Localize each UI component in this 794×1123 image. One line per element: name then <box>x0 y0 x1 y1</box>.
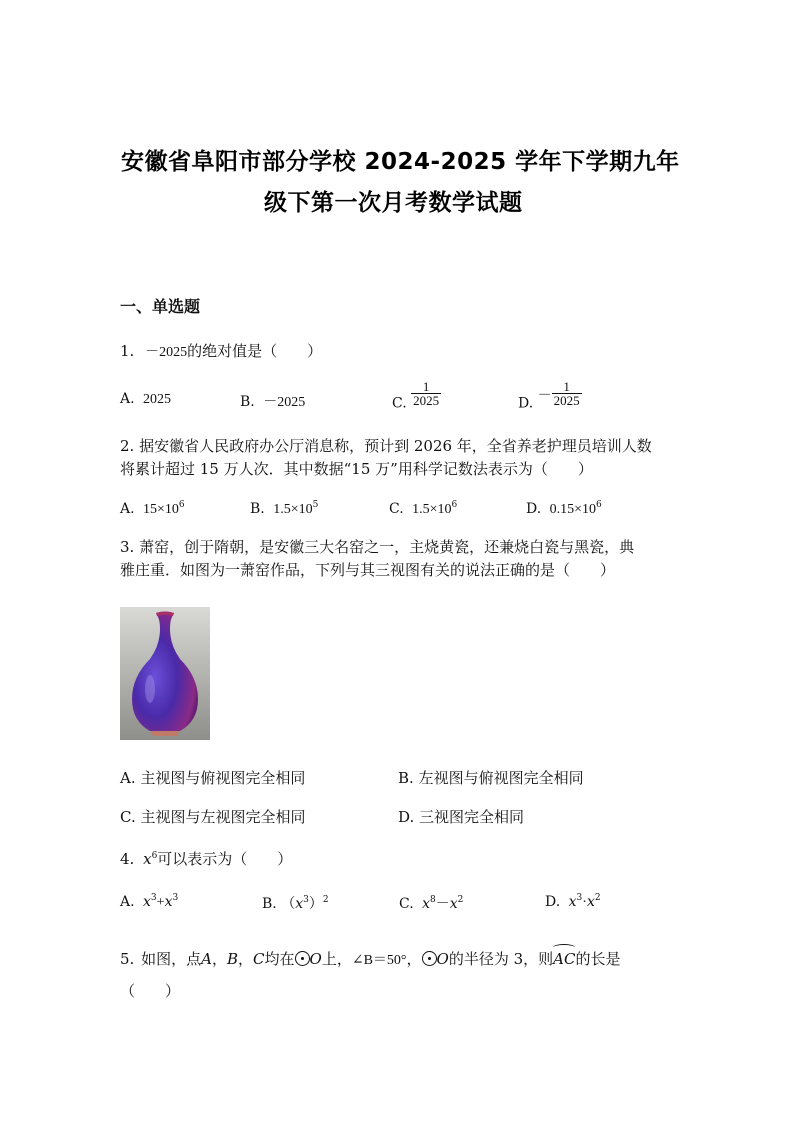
operator: － <box>435 897 450 912</box>
circle-symbol-icon <box>422 951 437 966</box>
operator: · <box>582 895 587 910</box>
option-label: B. <box>240 394 255 410</box>
option-label: D. <box>398 808 415 826</box>
option-a[interactable] <box>120 893 178 911</box>
fraction <box>552 380 582 407</box>
term-base: x <box>568 894 577 910</box>
option-label: D. <box>526 501 542 517</box>
option-a[interactable] <box>120 500 185 518</box>
circle-symbol-icon <box>295 951 310 966</box>
option-b[interactable] <box>250 500 318 518</box>
option-label: A. <box>120 769 136 787</box>
term-exponent: 3 <box>576 893 583 903</box>
option-base: 15×10 <box>143 502 179 517</box>
fraction-numerator: 1 <box>422 379 430 394</box>
option-label: C. <box>392 395 407 412</box>
fraction-denominator: 2025 <box>553 393 580 408</box>
term-exponent: 3 <box>150 893 157 903</box>
question-number: 4. <box>120 850 135 868</box>
circle-o: O <box>436 950 449 968</box>
question-text-line2: 将累计超过 15 万人次．其中数据“15 万”用科学记数法表示为（ ） <box>120 460 593 478</box>
option-value: －2025 <box>263 395 306 410</box>
section-heading: 一、单选题 <box>120 297 201 316</box>
question-text: 均在 <box>264 950 295 968</box>
question-text: 可以表示为（ ） <box>157 850 293 868</box>
term-exponent: 2 <box>594 893 601 903</box>
separator: ， <box>406 950 422 968</box>
option-label: C. <box>389 501 404 517</box>
option-base: 1.5×10 <box>273 502 313 517</box>
option-d[interactable] <box>526 500 602 518</box>
option-text: 主视图与左视图完全相同 <box>140 808 306 826</box>
question-4 <box>120 845 292 870</box>
paren-close: ） <box>308 897 323 912</box>
question-5 <box>120 948 620 1002</box>
question-number: 1. <box>120 342 135 360</box>
option-label: D. <box>518 395 534 412</box>
question-text-line2: 雅庄重．如图为一萧窑作品，下列与其三视图有关的说法正确的是（ ） <box>120 561 616 579</box>
angle-expression: ∠B＝50° <box>351 953 407 968</box>
option-d[interactable] <box>518 380 582 412</box>
point-b: B <box>226 950 238 968</box>
question-variable: x <box>143 850 152 868</box>
option-a[interactable] <box>120 767 305 789</box>
option-exponent: 6 <box>451 500 458 510</box>
option-exponent: 6 <box>596 500 602 510</box>
vase-image <box>120 607 210 740</box>
fraction-sign: － <box>537 388 552 404</box>
term-base: x <box>586 894 595 910</box>
option-label: B. <box>250 501 265 517</box>
option-c[interactable] <box>389 500 457 518</box>
option-b[interactable] <box>398 767 584 789</box>
question-number: 5. <box>120 950 135 968</box>
option-base: 0.15×10 <box>549 502 597 517</box>
option-b[interactable] <box>262 893 329 913</box>
question-text: 的半径为 3，则 <box>448 950 554 968</box>
option-text: 三视图完全相同 <box>419 808 525 826</box>
option-base: 1.5×10 <box>412 502 452 517</box>
question-expression: －2025 <box>145 345 188 360</box>
question-text: 的绝对值是（ ） <box>187 342 323 360</box>
option-exponent: 5 <box>312 500 319 510</box>
paren-open: （ <box>281 897 296 912</box>
option-d[interactable] <box>398 806 524 828</box>
term-exponent: 3 <box>172 893 179 903</box>
option-label: C. <box>120 808 136 826</box>
option-d[interactable] <box>545 893 601 911</box>
option-exponent: 6 <box>178 500 185 510</box>
option-label: C. <box>399 896 414 912</box>
answer-parentheses: （ ） <box>120 982 181 1000</box>
option-text: 主视图与俯视图完全相同 <box>140 769 306 787</box>
separator: ， <box>211 950 227 968</box>
arc-ac: AC <box>553 950 576 968</box>
option-label: A. <box>120 391 135 407</box>
fraction-denominator: 2025 <box>413 393 440 408</box>
term-exponent: 2 <box>457 895 464 905</box>
option-label: A. <box>120 894 135 910</box>
term-base: x <box>422 896 431 912</box>
option-label: B. <box>398 769 414 787</box>
page-title-line2: 级下第一次月考数学试题 <box>264 190 523 216</box>
vase-illustration <box>120 607 210 740</box>
separator: ， <box>238 950 254 968</box>
point-c: C <box>253 950 265 968</box>
question-text: 如图，点 <box>141 950 202 968</box>
option-label: B. <box>262 896 277 912</box>
fraction <box>411 380 441 407</box>
question-text-line1: 据安徽省人民政府办公厅消息称，预计到 2026 年，全省养老护理员培训人数 <box>139 437 652 455</box>
option-c[interactable] <box>399 893 463 913</box>
fraction-numerator: 1 <box>563 379 570 394</box>
outer-exponent: 2 <box>322 895 329 905</box>
option-c[interactable] <box>392 380 441 412</box>
point-a: A <box>201 950 212 968</box>
question-exponent: 6 <box>151 851 158 861</box>
circle-o: O <box>309 950 322 968</box>
term-base: x <box>295 896 304 912</box>
question-number: 2. <box>120 437 135 455</box>
option-value: 2025 <box>143 392 172 407</box>
question-number: 3. <box>120 538 135 556</box>
option-c[interactable] <box>120 806 306 828</box>
term-base: x <box>143 894 151 910</box>
option-label: A. <box>120 501 135 517</box>
question-1 <box>120 340 322 364</box>
option-b[interactable] <box>240 391 305 411</box>
page-title-line1: 安徽省阜阳市部分学校 2024-2025 学年下学期九年 <box>121 149 680 175</box>
question-3 <box>120 536 634 581</box>
term-base: x <box>164 894 173 910</box>
option-label: D. <box>545 894 561 910</box>
question-text: 的长是 <box>575 950 621 968</box>
term-exponent: 3 <box>303 895 309 905</box>
question-text-line1: 萧窑，创于隋朝，是安徽三大名窑之一，主烧黄瓷，还兼烧白瓷与黑瓷，典 <box>139 538 635 556</box>
question-2 <box>120 435 652 480</box>
term-exponent: 8 <box>430 895 436 905</box>
option-text: 左视图与俯视图完全相同 <box>418 769 584 787</box>
option-a[interactable] <box>120 391 171 408</box>
term-base: x <box>449 896 458 912</box>
operator: + <box>156 895 165 910</box>
question-text: 上， <box>321 950 352 968</box>
